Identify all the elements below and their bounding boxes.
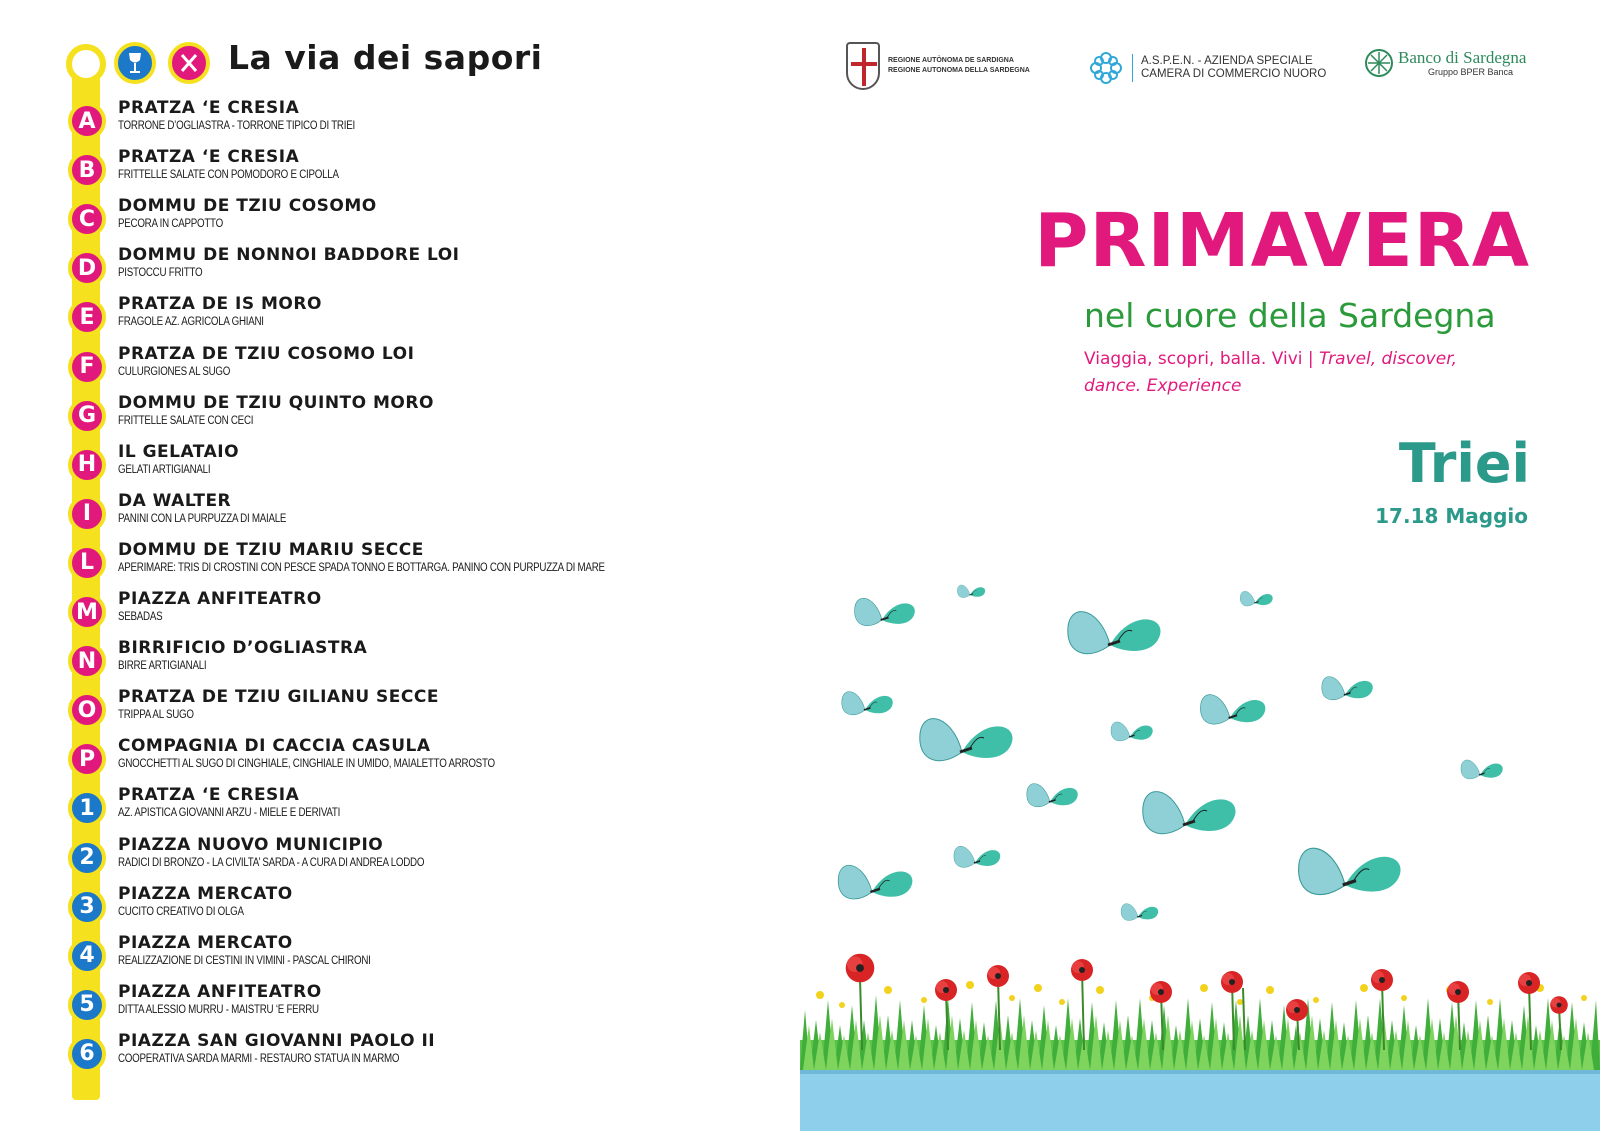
event-cover-panel <box>800 0 1600 1131</box>
stop-description: TRIPPA AL SUGO <box>118 709 194 722</box>
stop-badge: L <box>68 544 106 582</box>
route-stop <box>64 491 794 541</box>
butterflies-meadow-illustration <box>800 570 1600 1131</box>
route-stop <box>64 98 794 148</box>
butterfly <box>1299 848 1401 894</box>
stop-badge: H <box>68 446 106 484</box>
stop-place: PRATZA DE TZIU GILIANU SECCE <box>118 687 439 708</box>
stop-badge: B <box>68 151 106 189</box>
stop-description: COOPERATIVA SARDA MARMI - RESTAURO STATUA IN MARMO <box>118 1052 400 1065</box>
regione-line-2: REGIONE AUTONOMA DELLA SARDEGNA <box>888 67 1030 74</box>
stop-place: PRATZA DE TZIU COSOMO LOI <box>118 343 415 364</box>
stop-badge: 6 <box>68 1035 106 1073</box>
butterfly <box>1143 792 1236 834</box>
stop-place: PRATZA ‘E CRESIA <box>118 98 300 118</box>
stop-badge: 2 <box>68 839 106 877</box>
stop-place: DOMMU DE NONNOI BADDORE LOI <box>118 245 460 266</box>
fork-knife-icon <box>168 42 210 84</box>
stop-badge: F <box>68 348 106 386</box>
stop-description: FRITTELLE SALATE CON POMODORO E CIPOLLA <box>118 169 339 182</box>
butterfly <box>1111 722 1153 741</box>
banco-group: Gruppo BPER Banca <box>1428 67 1514 77</box>
stop-description: RADICI DI BRONZO - LA CIVILTA’ SARDA - A CURA DI ANDREA LODDO <box>118 856 425 869</box>
stop-badge: 3 <box>68 888 106 926</box>
butterfly <box>1121 904 1158 921</box>
stop-description: GELATI ARTIGIANALI <box>118 463 211 476</box>
stop-place: PIAZZA ANFITEATRO <box>118 981 322 1002</box>
route-stop <box>64 1031 794 1081</box>
event-dates: 17.18 Maggio <box>1375 504 1528 528</box>
aspen-line-2: CAMERA DI COMMERCIO NUORO <box>1141 68 1327 80</box>
stop-description: PECORA IN CAPPOTTO <box>118 218 223 231</box>
stop-place: PIAZZA MERCATO <box>118 883 293 904</box>
butterfly <box>1322 677 1373 700</box>
event-town: Triei <box>1398 432 1530 495</box>
yellow-flowers <box>816 981 1587 1008</box>
stop-place: PIAZZA NUOVO MUNICIPIO <box>118 834 384 855</box>
stop-description: FRITTELLE SALATE CON CECI <box>118 414 254 427</box>
route-stop <box>64 982 794 1032</box>
stop-description: FRAGOLE AZ. AGRICOLA GHIANI <box>118 316 264 329</box>
stop-badge: C <box>68 200 106 238</box>
stop-badge: 4 <box>68 937 106 975</box>
route-stop <box>64 687 794 737</box>
stop-description: SEBADAS <box>118 611 163 623</box>
regione-sardegna-logo <box>846 42 1030 90</box>
stop-place: PRATZA ‘E CRESIA <box>118 147 300 168</box>
stop-place: DOMMU DE TZIU COSOMO <box>118 196 377 217</box>
stop-place: PRATZA DE IS MORO <box>118 294 322 315</box>
stop-description: PISTOCCU FRITTO <box>118 267 203 280</box>
section-title: La via dei sapori <box>228 38 543 77</box>
butterfly <box>954 846 1000 867</box>
route-stop <box>64 736 794 786</box>
route-stop <box>64 638 794 688</box>
route-stop <box>64 245 794 295</box>
butterfly <box>1200 695 1265 724</box>
butterfly <box>855 598 915 625</box>
sardinia-crest-icon <box>846 42 880 90</box>
route-stop <box>64 294 794 344</box>
regione-line-1: REGIONE AUTÒNOMA DE SARDIGNA <box>888 57 1014 64</box>
stop-description: REALIZZAZIONE DI CESTINI IN VIMINI - PASCAL CHIRONI <box>118 954 371 967</box>
butterfly <box>957 585 985 598</box>
banco-name: Banco di Sardegna <box>1398 48 1527 67</box>
butterfly <box>920 719 1013 761</box>
stop-place: IL GELATAIO <box>118 441 240 462</box>
route-stop <box>64 589 794 639</box>
stop-badge: I <box>68 495 106 533</box>
route-stop <box>64 442 794 492</box>
event-subtitle: nel cuore della Sardegna <box>1084 296 1496 335</box>
aspen-logo <box>1088 50 1326 86</box>
route-stop <box>64 933 794 983</box>
butterfly <box>1461 760 1503 779</box>
route-stop <box>64 835 794 885</box>
stop-badge: G <box>68 397 106 435</box>
butterfly <box>1068 612 1161 654</box>
stop-badge: E <box>68 298 106 336</box>
stop-place: PRATZA ‘E CRESIA <box>118 785 300 806</box>
aspen-line-1: A.S.P.E.N. - AZIENDA SPECIALE <box>1141 55 1313 67</box>
banco-sardegna-logo <box>1364 48 1526 78</box>
stop-badge: A <box>68 102 106 140</box>
water-strip <box>800 1070 1600 1131</box>
butterfly <box>842 692 893 715</box>
stop-description: CUCITO CREATIVO DI OLGA <box>118 905 244 918</box>
stop-badge: D <box>68 249 106 287</box>
butterfly <box>1240 591 1272 606</box>
aspen-flower-icon <box>1088 50 1124 86</box>
stop-badge: M <box>68 593 106 631</box>
stop-place: BIRRIFICIO D’OGLIASTRA <box>118 638 368 659</box>
tagline-italian: Viaggia, scopri, balla. Vivi | <box>1084 349 1320 369</box>
stop-description: BIRRE ARTIGIANALI <box>118 660 207 673</box>
butterfly <box>838 865 912 899</box>
stop-description: CULURGIONES AL SUGO <box>118 365 231 378</box>
stop-place: DOMMU DE TZIU MARIU SECCE <box>118 539 424 560</box>
stop-badge: P <box>68 740 106 778</box>
grass <box>800 995 1600 1070</box>
route-stop <box>64 196 794 246</box>
stop-place: DA WALTER <box>118 490 232 511</box>
stop-description: DITTA ALESSIO MURRU - MAISTRU ‘E FERRU <box>118 1003 319 1016</box>
stop-place: PIAZZA ANFITEATRO <box>118 589 322 609</box>
stop-place: PIAZZA SAN GIOVANNI PAOLO II <box>118 1030 436 1051</box>
stop-description: APERIMARE: TRIS DI CROSTINI CON PESCE SPADA TONNO E BOTTARGA. PANINO CON PURPUZZA DI MARE <box>118 561 605 574</box>
route-start-marker <box>66 44 106 84</box>
stop-place: DOMMU DE TZIU QUINTO MORO <box>118 392 434 413</box>
stop-badge: 5 <box>68 986 106 1024</box>
stop-description: PANINI CON LA PURPUZZA DI MAIALE <box>118 512 287 525</box>
route-stop <box>64 884 794 934</box>
route-stop <box>64 540 794 590</box>
route-stop <box>64 785 794 835</box>
wine-glass-icon <box>114 42 156 84</box>
stop-place: COMPAGNIA DI CACCIA CASULA <box>118 736 431 757</box>
event-tagline <box>1084 346 1504 400</box>
route-stop <box>64 344 794 394</box>
banco-emblem-icon <box>1364 48 1394 78</box>
stop-description: TORRONE D’OGLIASTRA - TORRONE TIPICO DI TRIEI <box>118 120 355 132</box>
tagline-english: Travel, discover, dance. Experience <box>1084 349 1458 396</box>
butterfly <box>1027 784 1078 807</box>
route-stop <box>64 147 794 197</box>
stop-badge: O <box>68 691 106 729</box>
stop-description: AZ. APISTICA GIOVANNI ARZU - MIELE E DERIVATI <box>118 807 341 820</box>
stop-description: GNOCCHETTI AL SUGO DI CINGHIALE, CINGHIALE IN UMIDO, MAIALETTO ARROSTO <box>118 758 495 771</box>
event-title: PRIMAVERA <box>1034 198 1530 284</box>
stop-badge: 1 <box>68 789 106 827</box>
stop-badge: N <box>68 642 106 680</box>
route-stop <box>64 393 794 443</box>
stop-place: PIAZZA MERCATO <box>118 932 293 953</box>
